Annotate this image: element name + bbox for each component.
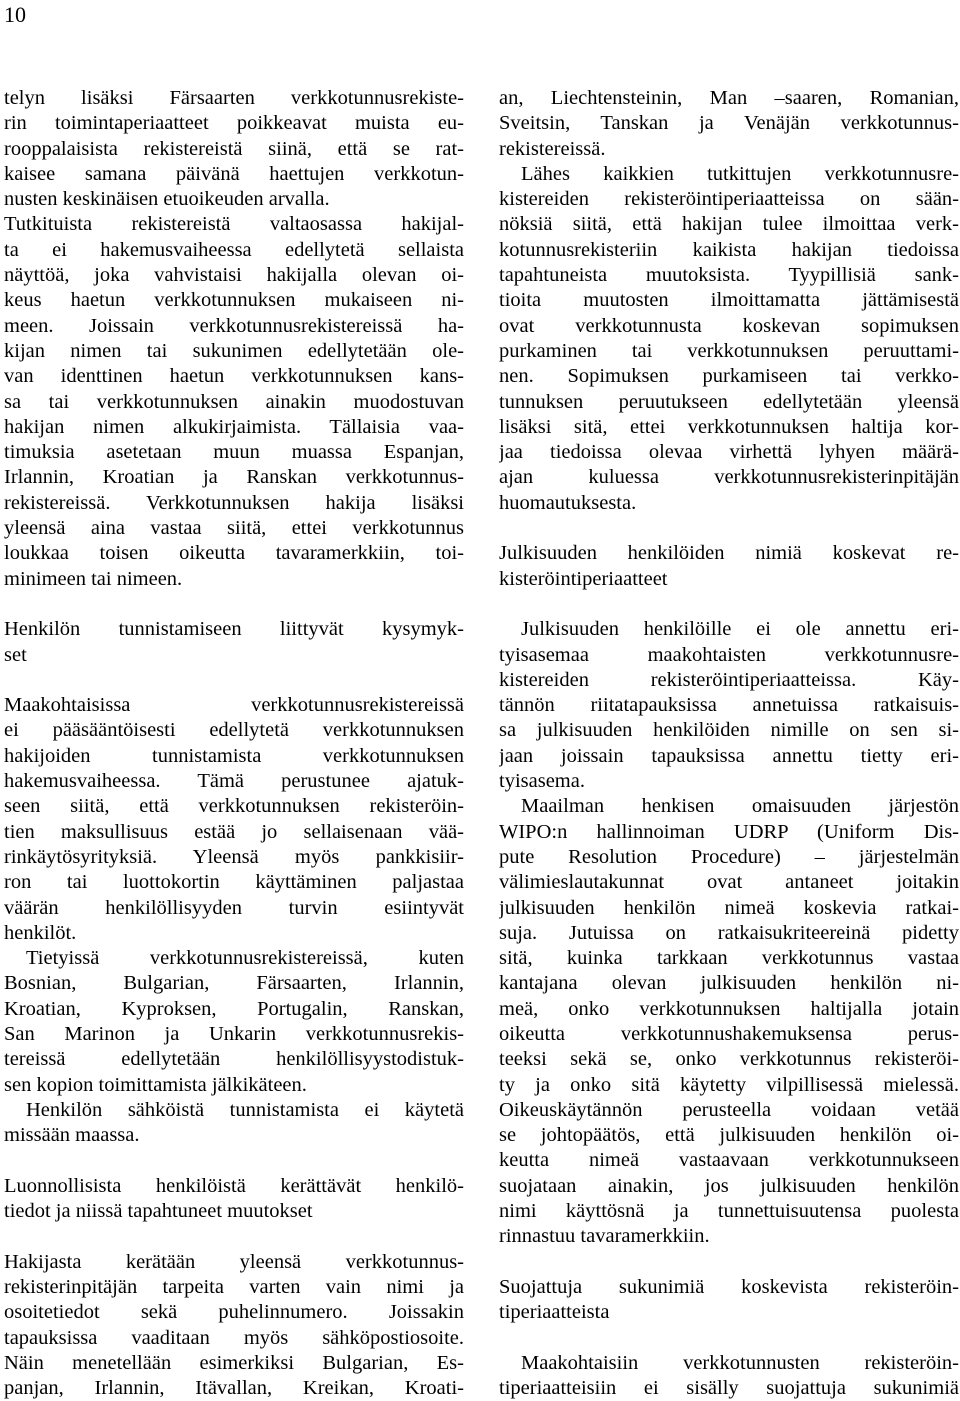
text-line: yleensä aina vastaa siitä, ettei verkkotunnus xyxy=(4,517,464,540)
text-line: Näin menetellään esimerkiksi Bulgarian, Es- xyxy=(4,1351,464,1374)
text-line: minimeen tai nimeen. xyxy=(4,567,183,590)
paragraph-gap xyxy=(4,592,464,617)
text-line: sitä, kuinka tarkkaan verkkotunnus vastaa xyxy=(499,947,959,970)
paragraph-gap xyxy=(4,1148,464,1173)
text-line: kistereiden rekisteröintiperiaatteissa. Käy- xyxy=(499,668,959,691)
text-line: julkisuuden henkilön nimeä koskevia ratkai- xyxy=(499,896,959,919)
text-line: väärän henkilöllisyyden turvin esiintyvät xyxy=(4,896,464,919)
text-line: suja. Jutuissa on ratkaisukriteereinä pidetty xyxy=(499,921,959,944)
paragraph-gap xyxy=(499,1326,959,1351)
text-line: Kroatian, Kyproksen, Portugalin, Ranskan, xyxy=(4,997,464,1020)
text-line: nimi käyttösnä ja tunnettuisuutensa puolesta xyxy=(499,1200,959,1223)
text-line: keus haetun verkkotunnuksen mukaiseen ni- xyxy=(4,289,464,312)
text-line: Julkisuuden henkilöiden nimiä koskevat re- xyxy=(499,542,959,565)
text-line: Maailman henkisen omaisuuden järjestön xyxy=(521,795,959,818)
text-line: tioita muutosten ilmoittamatta jättämisestä xyxy=(499,289,959,312)
text-line: an, Liechtensteinin, Man –saaren, Romanian, xyxy=(499,87,959,109)
text-line: tännön riitatapauksissa annetuissa ratkaisuis- xyxy=(499,694,959,717)
text-line: ei pääsääntöisesti edellytetä verkkotunnuksen xyxy=(4,719,464,742)
text-line: hakijan nimen alkukirjaimista. Tällaisia vaa- xyxy=(4,415,464,438)
text-line: ovat verkkotunnusta koskevan sopimuksen xyxy=(499,314,959,337)
text-line: Maakohtaisissa verkkotunnusrekistereissä xyxy=(4,694,464,717)
text-line: lisäksi sitä, ettei verkkotunnuksen haltija kor- xyxy=(499,415,959,438)
text-line: kantajana olevan julkisuuden henkilön ni- xyxy=(499,972,959,995)
text-line: ta ei hakemusvaiheessa edellytetä sellaista xyxy=(4,238,464,261)
text-line: huomautuksesta. xyxy=(499,491,637,514)
text-line: tunnuksen peruutukseen edellytetään yleensä xyxy=(499,390,959,413)
text-line: nusten keskinäisen etuoikeuden arvalla. xyxy=(4,188,330,211)
text-line: rin toimintaperiaatteet poikkeavat muista eu- xyxy=(4,112,464,135)
paragraph-gap xyxy=(499,1250,959,1275)
text-line: sen kopion toimittamista jälkikäteen. xyxy=(4,1073,307,1096)
text-line: osoitetiedot sekä puhelinnumero. Joissakin xyxy=(4,1301,464,1324)
page-number: 10 xyxy=(4,2,26,27)
text-line: kijan nimen tai sukunimen edellytetään ole- xyxy=(4,339,464,362)
paragraph-gap xyxy=(499,516,959,541)
text-line: meä, onko verkkotunnuksen haltijalla jotain xyxy=(499,997,959,1020)
paragraph-gap xyxy=(4,1224,464,1249)
text-line: Luonnollisista henkilöistä kerättävät henkilö- xyxy=(4,1174,464,1197)
text-line: teeksi sekä se, onko verkkotunnus rekisteröi- xyxy=(499,1048,959,1071)
text-line: Sveitsin, Tanskan ja Venäjän verkkotunnus- xyxy=(499,112,959,135)
text-line: ajan kuluessa verkkotunnusrekisterinpitäjän xyxy=(499,466,959,489)
text-line: kotunnusrekisteriin kaikista hakijan tiedoissa xyxy=(499,238,959,261)
text-line: rinkäytösyrityksiä. Yleensä myös pankkisiir- xyxy=(4,845,464,868)
text-line: Maakohtaisiin verkkotunnusten rekisteröin- xyxy=(521,1351,959,1374)
text-line: Tutkituista rekistereistä valtaosassa hakijal- xyxy=(4,213,464,236)
text-line: Julkisuuden henkilöille ei ole annettu eri- xyxy=(521,618,959,641)
text-line: oikeutta verkkotunnushakemuksensa perus- xyxy=(499,1022,959,1045)
text-line: henkilöt. xyxy=(4,921,77,944)
text-line: Lähes kaikkien tutkittujen verkkotunnusre- xyxy=(521,162,959,185)
text-line: suojataan ainakin, jos julkisuuden henkilön xyxy=(499,1174,959,1197)
text-line: ty ja onko sitä käytetty vilpillisessä mielessä. xyxy=(499,1073,959,1096)
text-line: Irlannin, Kroatian ja Ranskan verkkotunnus- xyxy=(4,466,464,489)
text-line: tiperiaatteisiin ei sisälly suojattuja sukunimiä xyxy=(499,1377,959,1400)
text-line: timuksia asetetaan muun muassa Espanjan, xyxy=(4,441,464,464)
text-line: rekisterinpitäjän tarpeita varten vain nimi ja xyxy=(4,1275,464,1298)
text-line: pute Resolution Procedure) – järjestelmän xyxy=(499,845,959,868)
text-line: telyn lisäksi Färsaarten verkkotunnusrekiste- xyxy=(4,87,464,109)
text-line: Tietyissä verkkotunnusrekistereissä, kuten xyxy=(26,947,464,970)
text-line: tiedot ja niissä tapahtuneet muutokset xyxy=(4,1200,313,1223)
text-line: meen. Joissain verkkotunnusrekistereissä ha- xyxy=(4,314,464,337)
text-line: San Marinon ja Unkarin verkkotunnusrekis- xyxy=(4,1022,464,1045)
text-line: set xyxy=(4,643,27,666)
text-line: ron tai luottokortin käyttäminen paljastaa xyxy=(4,871,464,894)
text-line: hakijoiden tunnistamista verkkotunnuksen xyxy=(4,744,464,767)
text-line: van identtinen haetun verkkotunnuksen kans- xyxy=(4,365,464,388)
text-line: purkaminen tai verkkotunnuksen peruuttami- xyxy=(499,339,959,362)
text-line: jaan joissain tapauksissa annettu tietty eri- xyxy=(499,744,959,767)
text-line: nöksiä siitä, että hakijan tulee ilmoittaa verk- xyxy=(499,213,959,236)
text-line: Henkilön sähköistä tunnistamista ei käytetä xyxy=(26,1098,464,1121)
text-line: sa julkisuuden henkilöiden nimille on sen si- xyxy=(499,719,959,742)
text-line: keutta nimeä vastaavaan verkkotunnukseen xyxy=(499,1149,959,1172)
text-line: Henkilön tunnistamiseen liittyvät kysymyk- xyxy=(4,618,464,641)
text-line: rekistereissä. Verkkotunnuksen hakija lisäksi xyxy=(4,491,464,514)
text-line: tyisasema. xyxy=(499,770,585,793)
text-line: rekistereissä. xyxy=(499,137,606,160)
right-column xyxy=(499,86,959,1401)
text-line: se johtopäätös, että julkisuuden henkilön oi- xyxy=(499,1124,959,1147)
text-line: Suojattuja sukunimiä koskevista rekisteröin- xyxy=(499,1275,959,1298)
text-line: rinnastuu tavaramerkkiin. xyxy=(499,1225,710,1248)
text-line: WIPO:n hallinnoiman UDRP (Uniform Dis- xyxy=(499,820,959,843)
text-line: näyttöä, joka vahvistaisi hakijalla olevan oi- xyxy=(4,264,464,287)
text-line: Oikeuskäytännön perusteella voidaan vetää xyxy=(499,1098,959,1121)
text-line: tien maksullisuus estää jo sellaisenaan vää- xyxy=(4,820,464,843)
text-line: kistereiden rekisteröintiperiaatteissa on sään- xyxy=(499,188,959,211)
text-line: jaa tiedoissa olevaa virhettä lyhyen määrä- xyxy=(499,441,959,464)
text-line: sa tai verkkotunnuksen ainakin muodostuvan xyxy=(4,390,464,413)
text-line: tereissä edellytetään henkilöllisyystodistuk- xyxy=(4,1048,464,1071)
text-line: Bosnian, Bulgarian, Färsaarten, Irlannin, xyxy=(4,972,464,995)
text-line: missään maassa. xyxy=(4,1124,140,1147)
text-line: tapahtuneista muutoksista. Tyypillisiä sank- xyxy=(499,264,959,287)
text-line: seen siitä, että verkkotunnuksen rekisteröin- xyxy=(4,795,464,818)
text-line: rooppalaisista rekistereistä siinä, että se rat- xyxy=(4,137,464,160)
text-line: nen. Sopimuksen purkamiseen tai verkko- xyxy=(499,365,959,388)
text-line: hakemusvaiheessa. Tämä perustunee ajatuk- xyxy=(4,770,464,793)
text-line: loukkaa toisen oikeutta tavaramerkkiin, toi- xyxy=(4,542,464,565)
paragraph-gap xyxy=(499,592,959,617)
text-line: tapauksissa vaaditaan myös sähköpostiosoite. xyxy=(4,1326,464,1349)
paragraph-gap xyxy=(4,668,464,693)
text-line: välimieslautakunnat ovat antaneet joitakin xyxy=(499,871,959,894)
text-line: tiperiaatteista xyxy=(499,1301,610,1324)
text-line: kisteröintiperiaatteet xyxy=(499,567,668,590)
text-line: Hakijasta kerätään yleensä verkkotunnus- xyxy=(4,1250,464,1273)
text-line: tyisasemaa maakohtaisten verkkotunnusre- xyxy=(499,643,959,666)
left-column xyxy=(4,86,464,1401)
text-line: panjan, Irlannin, Itävallan, Kreikan, Kroati- xyxy=(4,1377,464,1400)
text-line: kaisee samana päivänä haettujen verkkotun- xyxy=(4,162,464,185)
